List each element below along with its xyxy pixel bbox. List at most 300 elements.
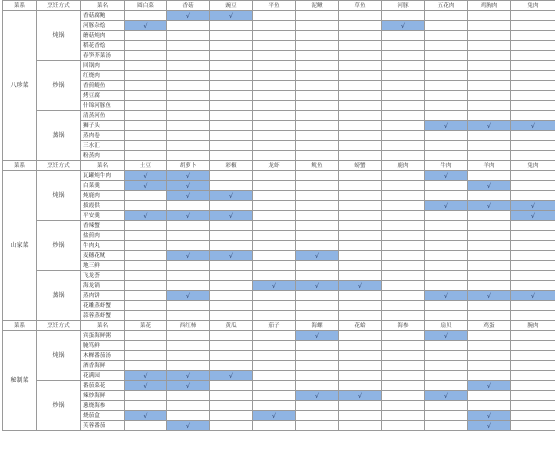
ingredient-check-cell: √ — [167, 211, 210, 221]
ingredient-empty-cell — [296, 31, 339, 41]
ingredient-empty-cell — [339, 381, 382, 391]
ingredient-empty-cell — [296, 411, 339, 421]
ingredient-empty-cell — [253, 171, 296, 181]
ingredient-empty-cell — [382, 171, 425, 181]
dish-name-cell: 狮子头 — [81, 121, 125, 131]
ingredient-empty-cell — [167, 411, 210, 421]
ingredient-empty-cell — [296, 381, 339, 391]
ingredient-empty-cell — [425, 111, 468, 121]
ingredient-empty-cell — [125, 221, 167, 231]
ingredient-empty-cell — [125, 261, 167, 271]
ingredient-check-cell: √ — [468, 381, 511, 391]
ingredient-check-cell: √ — [125, 21, 167, 31]
ingredient-empty-cell — [167, 331, 210, 341]
ingredient-empty-cell — [511, 391, 555, 401]
ingredient-empty-cell — [339, 401, 382, 411]
ingredient-empty-cell — [339, 21, 382, 31]
ingredient-check-cell: √ — [210, 371, 253, 381]
header-row — [3, 1, 555, 11]
ingredient-empty-cell — [511, 111, 555, 121]
table-row — [3, 31, 555, 41]
ingredient-empty-cell — [296, 141, 339, 151]
ingredient-empty-cell — [210, 31, 253, 41]
ingredient-empty-cell — [296, 351, 339, 361]
dish-name-cell: 稻花香烩 — [81, 41, 125, 51]
table-row — [3, 141, 555, 151]
ingredient-empty-cell — [210, 231, 253, 241]
ingredient-empty-cell — [125, 311, 167, 321]
ingredient-empty-cell — [296, 311, 339, 321]
column-header: 平鱼 — [253, 1, 296, 11]
ingredient-empty-cell — [210, 241, 253, 251]
ingredient-empty-cell — [210, 421, 253, 431]
ingredient-empty-cell — [125, 121, 167, 131]
ingredient-empty-cell — [125, 251, 167, 261]
ingredient-empty-cell — [125, 81, 167, 91]
column-header: 菜名 — [81, 161, 125, 171]
ingredient-empty-cell — [125, 271, 167, 281]
ingredient-empty-cell — [382, 261, 425, 271]
column-header: 草鱼 — [339, 1, 382, 11]
ingredient-empty-cell — [210, 121, 253, 131]
ingredient-empty-cell — [382, 411, 425, 421]
ingredient-empty-cell — [425, 311, 468, 321]
column-header: 兔肉 — [511, 161, 555, 171]
ingredient-empty-cell — [210, 311, 253, 321]
ingredient-empty-cell — [468, 331, 511, 341]
ingredient-empty-cell — [296, 41, 339, 51]
dish-name-cell: 木樨番茄汤 — [81, 351, 125, 361]
ingredient-empty-cell — [253, 241, 296, 251]
ingredient-empty-cell — [253, 381, 296, 391]
ingredient-empty-cell — [468, 51, 511, 61]
ingredient-empty-cell — [210, 141, 253, 151]
ingredient-empty-cell — [339, 101, 382, 111]
ingredient-empty-cell — [425, 191, 468, 201]
dish-name-cell: 平安羹 — [81, 211, 125, 221]
ingredient-check-cell: √ — [167, 251, 210, 261]
table-row — [3, 121, 555, 131]
ingredient-empty-cell — [425, 361, 468, 371]
ingredient-empty-cell — [339, 211, 382, 221]
ingredient-empty-cell — [511, 191, 555, 201]
column-header: 龙虾 — [253, 161, 296, 171]
ingredient-empty-cell — [468, 351, 511, 361]
ingredient-empty-cell — [253, 311, 296, 321]
ingredient-empty-cell — [167, 231, 210, 241]
ingredient-empty-cell — [125, 141, 167, 151]
ingredient-empty-cell — [253, 11, 296, 21]
ingredient-check-cell: √ — [167, 171, 210, 181]
ingredient-empty-cell — [425, 11, 468, 21]
ingredient-empty-cell — [511, 51, 555, 61]
ingredient-empty-cell — [210, 221, 253, 231]
ingredient-empty-cell — [296, 91, 339, 101]
ingredient-check-cell: √ — [167, 181, 210, 191]
column-header: 土豆 — [125, 161, 167, 171]
ingredient-empty-cell — [296, 401, 339, 411]
cooking-method-cell: 炖锅 — [37, 11, 81, 61]
ingredient-empty-cell — [296, 341, 339, 351]
ingredient-empty-cell — [167, 281, 210, 291]
ingredient-check-cell: √ — [167, 371, 210, 381]
ingredient-empty-cell — [425, 421, 468, 431]
ingredient-empty-cell — [339, 361, 382, 371]
ingredient-empty-cell — [167, 61, 210, 71]
column-header: 菜名 — [81, 1, 125, 11]
ingredient-empty-cell — [125, 11, 167, 21]
ingredient-empty-cell — [167, 31, 210, 41]
ingredient-empty-cell — [296, 241, 339, 251]
ingredient-empty-cell — [167, 271, 210, 281]
ingredient-empty-cell — [253, 211, 296, 221]
table-row — [3, 281, 555, 291]
ingredient-empty-cell — [511, 41, 555, 51]
ingredient-empty-cell — [125, 331, 167, 341]
ingredient-empty-cell — [425, 371, 468, 381]
ingredient-empty-cell — [296, 111, 339, 121]
ingredient-empty-cell — [511, 311, 555, 321]
ingredient-empty-cell — [382, 401, 425, 411]
ingredient-empty-cell — [382, 121, 425, 131]
table-row — [3, 181, 555, 191]
ingredient-empty-cell — [210, 261, 253, 271]
table-row — [3, 211, 555, 221]
ingredient-empty-cell — [125, 51, 167, 61]
ingredient-empty-cell — [511, 341, 555, 351]
table-row — [3, 81, 555, 91]
ingredient-empty-cell — [468, 241, 511, 251]
ingredient-empty-cell — [296, 121, 339, 131]
ingredient-empty-cell — [339, 291, 382, 301]
header-row — [3, 321, 555, 331]
ingredient-empty-cell — [382, 221, 425, 231]
ingredient-empty-cell — [210, 101, 253, 111]
ingredient-empty-cell — [253, 421, 296, 431]
ingredient-empty-cell — [210, 401, 253, 411]
ingredient-empty-cell — [210, 411, 253, 421]
column-header: 鹿肉 — [382, 161, 425, 171]
ingredient-empty-cell — [425, 141, 468, 151]
ingredient-empty-cell — [167, 301, 210, 311]
ingredient-empty-cell — [339, 331, 382, 341]
ingredient-empty-cell — [125, 341, 167, 351]
ingredient-empty-cell — [167, 91, 210, 101]
ingredient-empty-cell — [167, 401, 210, 411]
ingredient-empty-cell — [425, 211, 468, 221]
ingredient-empty-cell — [511, 81, 555, 91]
recipe-table — [2, 0, 555, 431]
dish-name-cell: 香煎鳀鱼 — [81, 81, 125, 91]
ingredient-empty-cell — [511, 421, 555, 431]
ingredient-empty-cell — [167, 131, 210, 141]
ingredient-empty-cell — [210, 91, 253, 101]
ingredient-empty-cell — [253, 111, 296, 121]
ingredient-empty-cell — [210, 331, 253, 341]
ingredient-empty-cell — [511, 71, 555, 81]
ingredient-empty-cell — [210, 301, 253, 311]
column-header: 花蛤 — [339, 321, 382, 331]
ingredient-empty-cell — [167, 361, 210, 371]
column-header: 烹饪方式 — [37, 161, 81, 171]
ingredient-check-cell: √ — [253, 281, 296, 291]
column-header: 羊肉 — [468, 161, 511, 171]
ingredient-empty-cell — [253, 301, 296, 311]
column-header: 鸡胸肉 — [468, 1, 511, 11]
ingredient-empty-cell — [125, 401, 167, 411]
ingredient-empty-cell — [253, 141, 296, 151]
dish-name-cell: 盐煎肉 — [81, 231, 125, 241]
ingredient-empty-cell — [468, 361, 511, 371]
ingredient-empty-cell — [511, 301, 555, 311]
ingredient-empty-cell — [511, 401, 555, 411]
ingredient-empty-cell — [296, 221, 339, 231]
ingredient-check-cell: √ — [511, 201, 555, 211]
ingredient-empty-cell — [468, 341, 511, 351]
ingredient-empty-cell — [253, 271, 296, 281]
ingredient-empty-cell — [296, 261, 339, 271]
ingredient-empty-cell — [210, 81, 253, 91]
ingredient-empty-cell — [425, 271, 468, 281]
ingredient-empty-cell — [339, 81, 382, 91]
ingredient-empty-cell — [511, 61, 555, 71]
ingredient-check-cell: √ — [468, 181, 511, 191]
table-row — [3, 261, 555, 271]
ingredient-check-cell: √ — [253, 411, 296, 421]
ingredient-empty-cell — [468, 281, 511, 291]
ingredient-empty-cell — [167, 241, 210, 251]
ingredient-empty-cell — [468, 141, 511, 151]
dish-name-cell: 清蒸河鱼 — [81, 111, 125, 121]
ingredient-empty-cell — [382, 141, 425, 151]
ingredient-empty-cell — [210, 351, 253, 361]
ingredient-check-cell: √ — [125, 171, 167, 181]
table-row — [3, 401, 555, 411]
ingredient-empty-cell — [468, 391, 511, 401]
table-row — [3, 421, 555, 431]
ingredient-empty-cell — [167, 121, 210, 131]
table-row — [3, 231, 555, 241]
ingredient-empty-cell — [339, 241, 382, 251]
table-row — [3, 51, 555, 61]
ingredient-empty-cell — [382, 81, 425, 91]
ingredient-empty-cell — [382, 341, 425, 351]
ingredient-check-cell: √ — [425, 201, 468, 211]
ingredient-empty-cell — [210, 271, 253, 281]
ingredient-empty-cell — [253, 291, 296, 301]
ingredient-empty-cell — [468, 151, 511, 161]
ingredient-empty-cell — [253, 101, 296, 111]
ingredient-empty-cell — [425, 101, 468, 111]
table-row — [3, 131, 555, 141]
ingredient-empty-cell — [296, 81, 339, 91]
ingredient-empty-cell — [210, 61, 253, 71]
ingredient-empty-cell — [253, 41, 296, 51]
ingredient-empty-cell — [382, 381, 425, 391]
ingredient-check-cell: √ — [210, 251, 253, 261]
ingredient-empty-cell — [339, 301, 382, 311]
ingredient-empty-cell — [210, 171, 253, 181]
table-row — [3, 411, 555, 421]
ingredient-empty-cell — [339, 141, 382, 151]
ingredient-empty-cell — [339, 221, 382, 231]
ingredient-empty-cell — [425, 41, 468, 51]
ingredient-empty-cell — [511, 271, 555, 281]
ingredient-empty-cell — [468, 111, 511, 121]
ingredient-empty-cell — [296, 171, 339, 181]
ingredient-empty-cell — [339, 351, 382, 361]
dish-name-cell: 红烧肉 — [81, 71, 125, 81]
ingredient-empty-cell — [382, 11, 425, 21]
ingredient-empty-cell — [253, 341, 296, 351]
ingredient-empty-cell — [125, 131, 167, 141]
ingredient-empty-cell — [468, 101, 511, 111]
ingredient-empty-cell — [382, 111, 425, 121]
ingredient-empty-cell — [382, 191, 425, 201]
table-row — [3, 251, 555, 261]
table-row — [3, 371, 555, 381]
cuisine-system-cell: 山家菜 — [3, 171, 37, 321]
dish-name-cell: 香辣蟹 — [81, 221, 125, 231]
ingredient-empty-cell — [425, 341, 468, 351]
ingredient-check-cell: √ — [339, 391, 382, 401]
ingredient-empty-cell — [210, 21, 253, 31]
ingredient-empty-cell — [511, 131, 555, 141]
ingredient-empty-cell — [382, 311, 425, 321]
ingredient-empty-cell — [339, 111, 382, 121]
ingredient-check-cell: √ — [339, 281, 382, 291]
ingredient-empty-cell — [425, 251, 468, 261]
ingredient-empty-cell — [511, 11, 555, 21]
dish-name-cell: 香菇腐鲍 — [81, 11, 125, 21]
column-header: 五花肉 — [425, 1, 468, 11]
ingredient-empty-cell — [296, 231, 339, 241]
ingredient-empty-cell — [468, 221, 511, 231]
ingredient-check-cell: √ — [468, 121, 511, 131]
ingredient-empty-cell — [253, 331, 296, 341]
ingredient-empty-cell — [382, 131, 425, 141]
ingredient-empty-cell — [210, 361, 253, 371]
dish-name-cell: 番茄菜花 — [81, 381, 125, 391]
ingredient-check-cell: √ — [468, 411, 511, 421]
ingredient-empty-cell — [468, 71, 511, 81]
column-header: 鱿鱼 — [296, 161, 339, 171]
ingredient-check-cell: √ — [125, 371, 167, 381]
ingredient-empty-cell — [253, 91, 296, 101]
cuisine-system-cell: 秘制菜 — [3, 331, 37, 431]
ingredient-empty-cell — [339, 271, 382, 281]
ingredient-empty-cell — [253, 261, 296, 271]
ingredient-empty-cell — [425, 221, 468, 231]
ingredient-empty-cell — [167, 51, 210, 61]
ingredient-empty-cell — [511, 91, 555, 101]
table-row — [3, 91, 555, 101]
ingredient-empty-cell — [296, 271, 339, 281]
ingredient-empty-cell — [468, 31, 511, 41]
ingredient-empty-cell — [425, 401, 468, 411]
ingredient-empty-cell — [167, 101, 210, 111]
ingredient-empty-cell — [511, 171, 555, 181]
table-row — [3, 201, 555, 211]
ingredient-check-cell: √ — [296, 251, 339, 261]
ingredient-empty-cell — [253, 231, 296, 241]
ingredient-empty-cell — [382, 231, 425, 241]
ingredient-empty-cell — [339, 191, 382, 201]
ingredient-empty-cell — [167, 151, 210, 161]
ingredient-empty-cell — [253, 191, 296, 201]
ingredient-empty-cell — [125, 101, 167, 111]
ingredient-empty-cell — [425, 151, 468, 161]
column-header: 牛肉 — [425, 161, 468, 171]
ingredient-check-cell: √ — [210, 191, 253, 201]
ingredient-empty-cell — [167, 261, 210, 271]
column-header: 泥鳅 — [296, 1, 339, 11]
ingredient-empty-cell — [468, 131, 511, 141]
ingredient-empty-cell — [511, 331, 555, 341]
ingredient-empty-cell — [382, 211, 425, 221]
dish-name-cell: 地三鲜 — [81, 261, 125, 271]
ingredient-check-cell: √ — [425, 121, 468, 131]
ingredient-empty-cell — [382, 331, 425, 341]
ingredient-check-cell: √ — [296, 281, 339, 291]
ingredient-empty-cell — [253, 361, 296, 371]
ingredient-empty-cell — [125, 71, 167, 81]
column-header: 河豚 — [382, 1, 425, 11]
ingredient-empty-cell — [125, 91, 167, 101]
ingredient-empty-cell — [296, 11, 339, 21]
ingredient-empty-cell — [382, 51, 425, 61]
ingredient-empty-cell — [382, 41, 425, 51]
table-row — [3, 111, 555, 121]
ingredient-empty-cell — [339, 51, 382, 61]
ingredient-empty-cell — [382, 151, 425, 161]
ingredient-empty-cell — [339, 231, 382, 241]
dish-name-cell: 牛肉丸 — [81, 241, 125, 251]
dish-name-cell: 三水汇 — [81, 141, 125, 151]
ingredient-empty-cell — [210, 71, 253, 81]
ingredient-empty-cell — [511, 221, 555, 231]
ingredient-empty-cell — [425, 281, 468, 291]
dish-name-cell: 腌笃鲜 — [81, 341, 125, 351]
dish-name-cell: 辣炒海鲜 — [81, 391, 125, 401]
ingredient-empty-cell — [125, 361, 167, 371]
ingredient-empty-cell — [511, 141, 555, 151]
ingredient-empty-cell — [468, 91, 511, 101]
ingredient-check-cell: √ — [382, 21, 425, 31]
ingredient-empty-cell — [210, 41, 253, 51]
dish-name-cell: 花雕蒸虾蟹 — [81, 301, 125, 311]
dish-name-cell: 海龙锅 — [81, 281, 125, 291]
column-header: 鸡蛋 — [468, 321, 511, 331]
ingredient-empty-cell — [382, 241, 425, 251]
ingredient-empty-cell — [511, 351, 555, 361]
ingredient-empty-cell — [468, 61, 511, 71]
ingredient-empty-cell — [253, 31, 296, 41]
ingredient-empty-cell — [167, 141, 210, 151]
cooking-method-cell: 炒锅 — [37, 381, 81, 431]
ingredient-empty-cell — [468, 311, 511, 321]
ingredient-empty-cell — [210, 381, 253, 391]
table-row — [3, 41, 555, 51]
table-row — [3, 291, 555, 301]
ingredient-empty-cell — [296, 61, 339, 71]
ingredient-empty-cell — [210, 151, 253, 161]
ingredient-empty-cell — [425, 181, 468, 191]
ingredient-empty-cell — [296, 131, 339, 141]
ingredient-empty-cell — [382, 291, 425, 301]
ingredient-empty-cell — [125, 301, 167, 311]
ingredient-empty-cell — [296, 191, 339, 201]
